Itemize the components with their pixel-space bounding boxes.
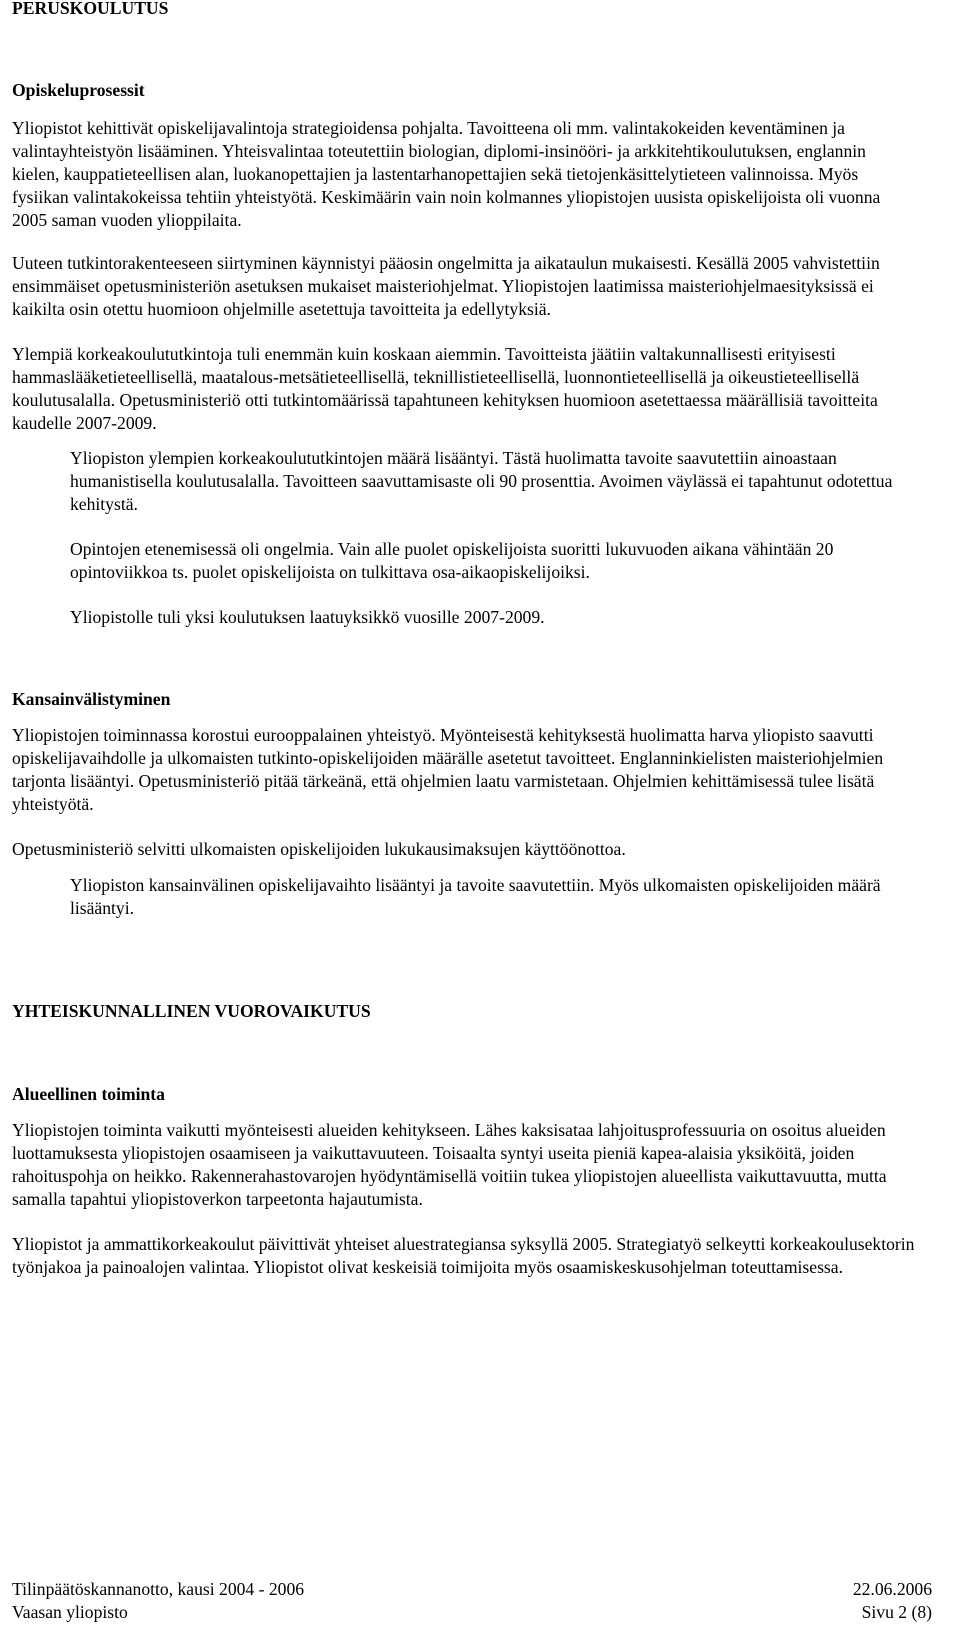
- footer-organization: Vaasan yliopisto: [12, 1602, 128, 1622]
- paragraph: Yliopistojen toiminta vaikutti myönteisesti alueiden kehitykseen. Lähes kaksisataa lahjoitusprofessuuria on osoitus alueiden luottamuksesta yliopistojen osaamiseen ja vaikuttavuuteen. Toisaalta syntyi useita pieniä kapea-alaisia yksiköitä, joiden rahoituspohja on heikko. Rakennerahastovarojen hyödyntämisellä voitiin tukea yliopistojen alueellista vaikuttavuutta, mutta samalla tapahtui yliopistoverkon tarpeetonta hajautumista.: [12, 1120, 887, 1209]
- paragraph: Yliopistot ja ammattikorkeakoulut päivittivät yhteiset aluestrategiansa syksyllä 2005. Strategiatyö selkeytti korkeakoulusektorin työnjakoa ja painoalojen valintaa. Yliopistot olivat keskeisiä toimijoita myös osaamiskeskusohjelman toteuttamisessa.: [12, 1234, 915, 1277]
- indented-paragraph: Yliopistolle tuli yksi koulutuksen laatuyksikkö vuosille 2007-2009.: [70, 607, 545, 627]
- footer-page-number: Sivu 2 (8): [861, 1602, 932, 1622]
- paragraph: Yliopistojen toiminnassa korostui eurooppalainen yhteistyö. Myönteisestä kehityksestä huolimatta harva yliopisto saavutti opiskelijavaihdolle ja ulkomaisten tutkinto-opiskelijoiden määrälle asetetut tavoitteet. Englanninkielisten maisteriohjelmien tarjonta lisääntyi. Opetusministeriö pitää tärkeänä, että ohjelmien laatu varmistetaan. Ohjelmien kehittämisessä tulee lisätä yhteistyötä.: [12, 725, 884, 814]
- indented-paragraph: Yliopiston kansainvälinen opiskelijavaihto lisääntyi ja tavoite saavutettiin. Myös ulkomaisten opiskelijoiden määrä lisääntyi.: [70, 875, 881, 918]
- section-heading-yhteiskunnallinen: YHTEISKUNNALLINEN VUOROVAIKUTUS: [12, 1001, 371, 1021]
- footer-date: 22.06.2006: [852, 1579, 932, 1599]
- footer-report-title: Tilinpäätöskannanotto, kausi 2004 - 2006: [12, 1579, 305, 1599]
- footer-line-1: [12, 1578, 932, 1601]
- paragraph: Yliopistot kehittivät opiskelijavalintoja strategioidensa pohjalta. Tavoitteena oli mm. valintakokeiden keventäminen ja valintayhteistyön lisääminen. Yhteisvalintaa toteutettiin biologian, diplomi-insinööri- ja arkkitehtikoulutuksen, englannin kielen, kauppatieteellisen alan, luokanopettajien ja lastentarhanopettajien sekä tietojenkäsittelytieteen valinnoissa. Myös fysiikan valintakokeissa tehtiin yhteistyötä. Keskimäärin vain noin kolmannes yliopistojen uusista opiskelijoista oli vuonna 2005 saman vuoden ylioppilaita.: [12, 118, 881, 230]
- indented-paragraph: Opintojen etenemisessä oli ongelmia. Vain alle puolet opiskelijoista suoritti lukuvuoden aikana vähintään 20 opintoviikkoa ts. puolet opiskelijoista on tulkittava osa-aikaopiskelijoiksi.: [70, 539, 834, 582]
- indented-paragraph: Yliopiston ylempien korkeakoulututkintojen määrä lisääntyi. Tästä huolimatta tavoite saavutettiin ainoastaan humanistisella koulutusalalla. Tavoitteen saavuttamisaste oli 90 prosenttia. Avoimen väylässä ei tapahtunut odotettua kehitystä.: [70, 448, 893, 514]
- subheading-alueellinen-toiminta: Alueellinen toiminta: [12, 1084, 165, 1104]
- paragraph: Ylempiä korkeakoulututkintoja tuli enemmän kuin koskaan aiemmin. Tavoitteista jäätiin valtakunnallisesti erityisesti hammaslääketieteellisellä, maatalous-metsätieteellisellä, teknillistieteellisellä, luonnontieteellisellä ja oikeustieteellisellä koulutusalalla. Opetusministeriö otti tutkintomäärissä tapahtuneen kehityksen huomioon asetettaessa määrällisiä tavoitteita kaudelle 2007-2009.: [12, 344, 878, 433]
- paragraph: Opetusministeriö selvitti ulkomaisten opiskelijoiden lukukausimaksujen käyttöönottoa.: [12, 839, 626, 859]
- paragraph: Uuteen tutkintorakenteeseen siirtyminen käynnistyi pääosin ongelmitta ja aikataulun mukaisesti. Kesällä 2005 vahvistettiin ensimmäiset opetusministeriön asetuksen mukaiset maisteriohjelmat. Yliopistojen laatimissa maisteriohjelmaesityksissä ei kaikilta osin otettu huomioon ohjelmille asetettuja tavoitteita ja edellytyksiä.: [12, 253, 880, 319]
- subheading-kansainvalistyminen: Kansainvälistyminen: [12, 689, 171, 709]
- footer-line-2: [12, 1601, 932, 1624]
- subheading-opiskeluprosessit: Opiskeluprosessit: [12, 80, 145, 100]
- section-heading-peruskoulutus: PERUSKOULUTUS: [12, 0, 169, 18]
